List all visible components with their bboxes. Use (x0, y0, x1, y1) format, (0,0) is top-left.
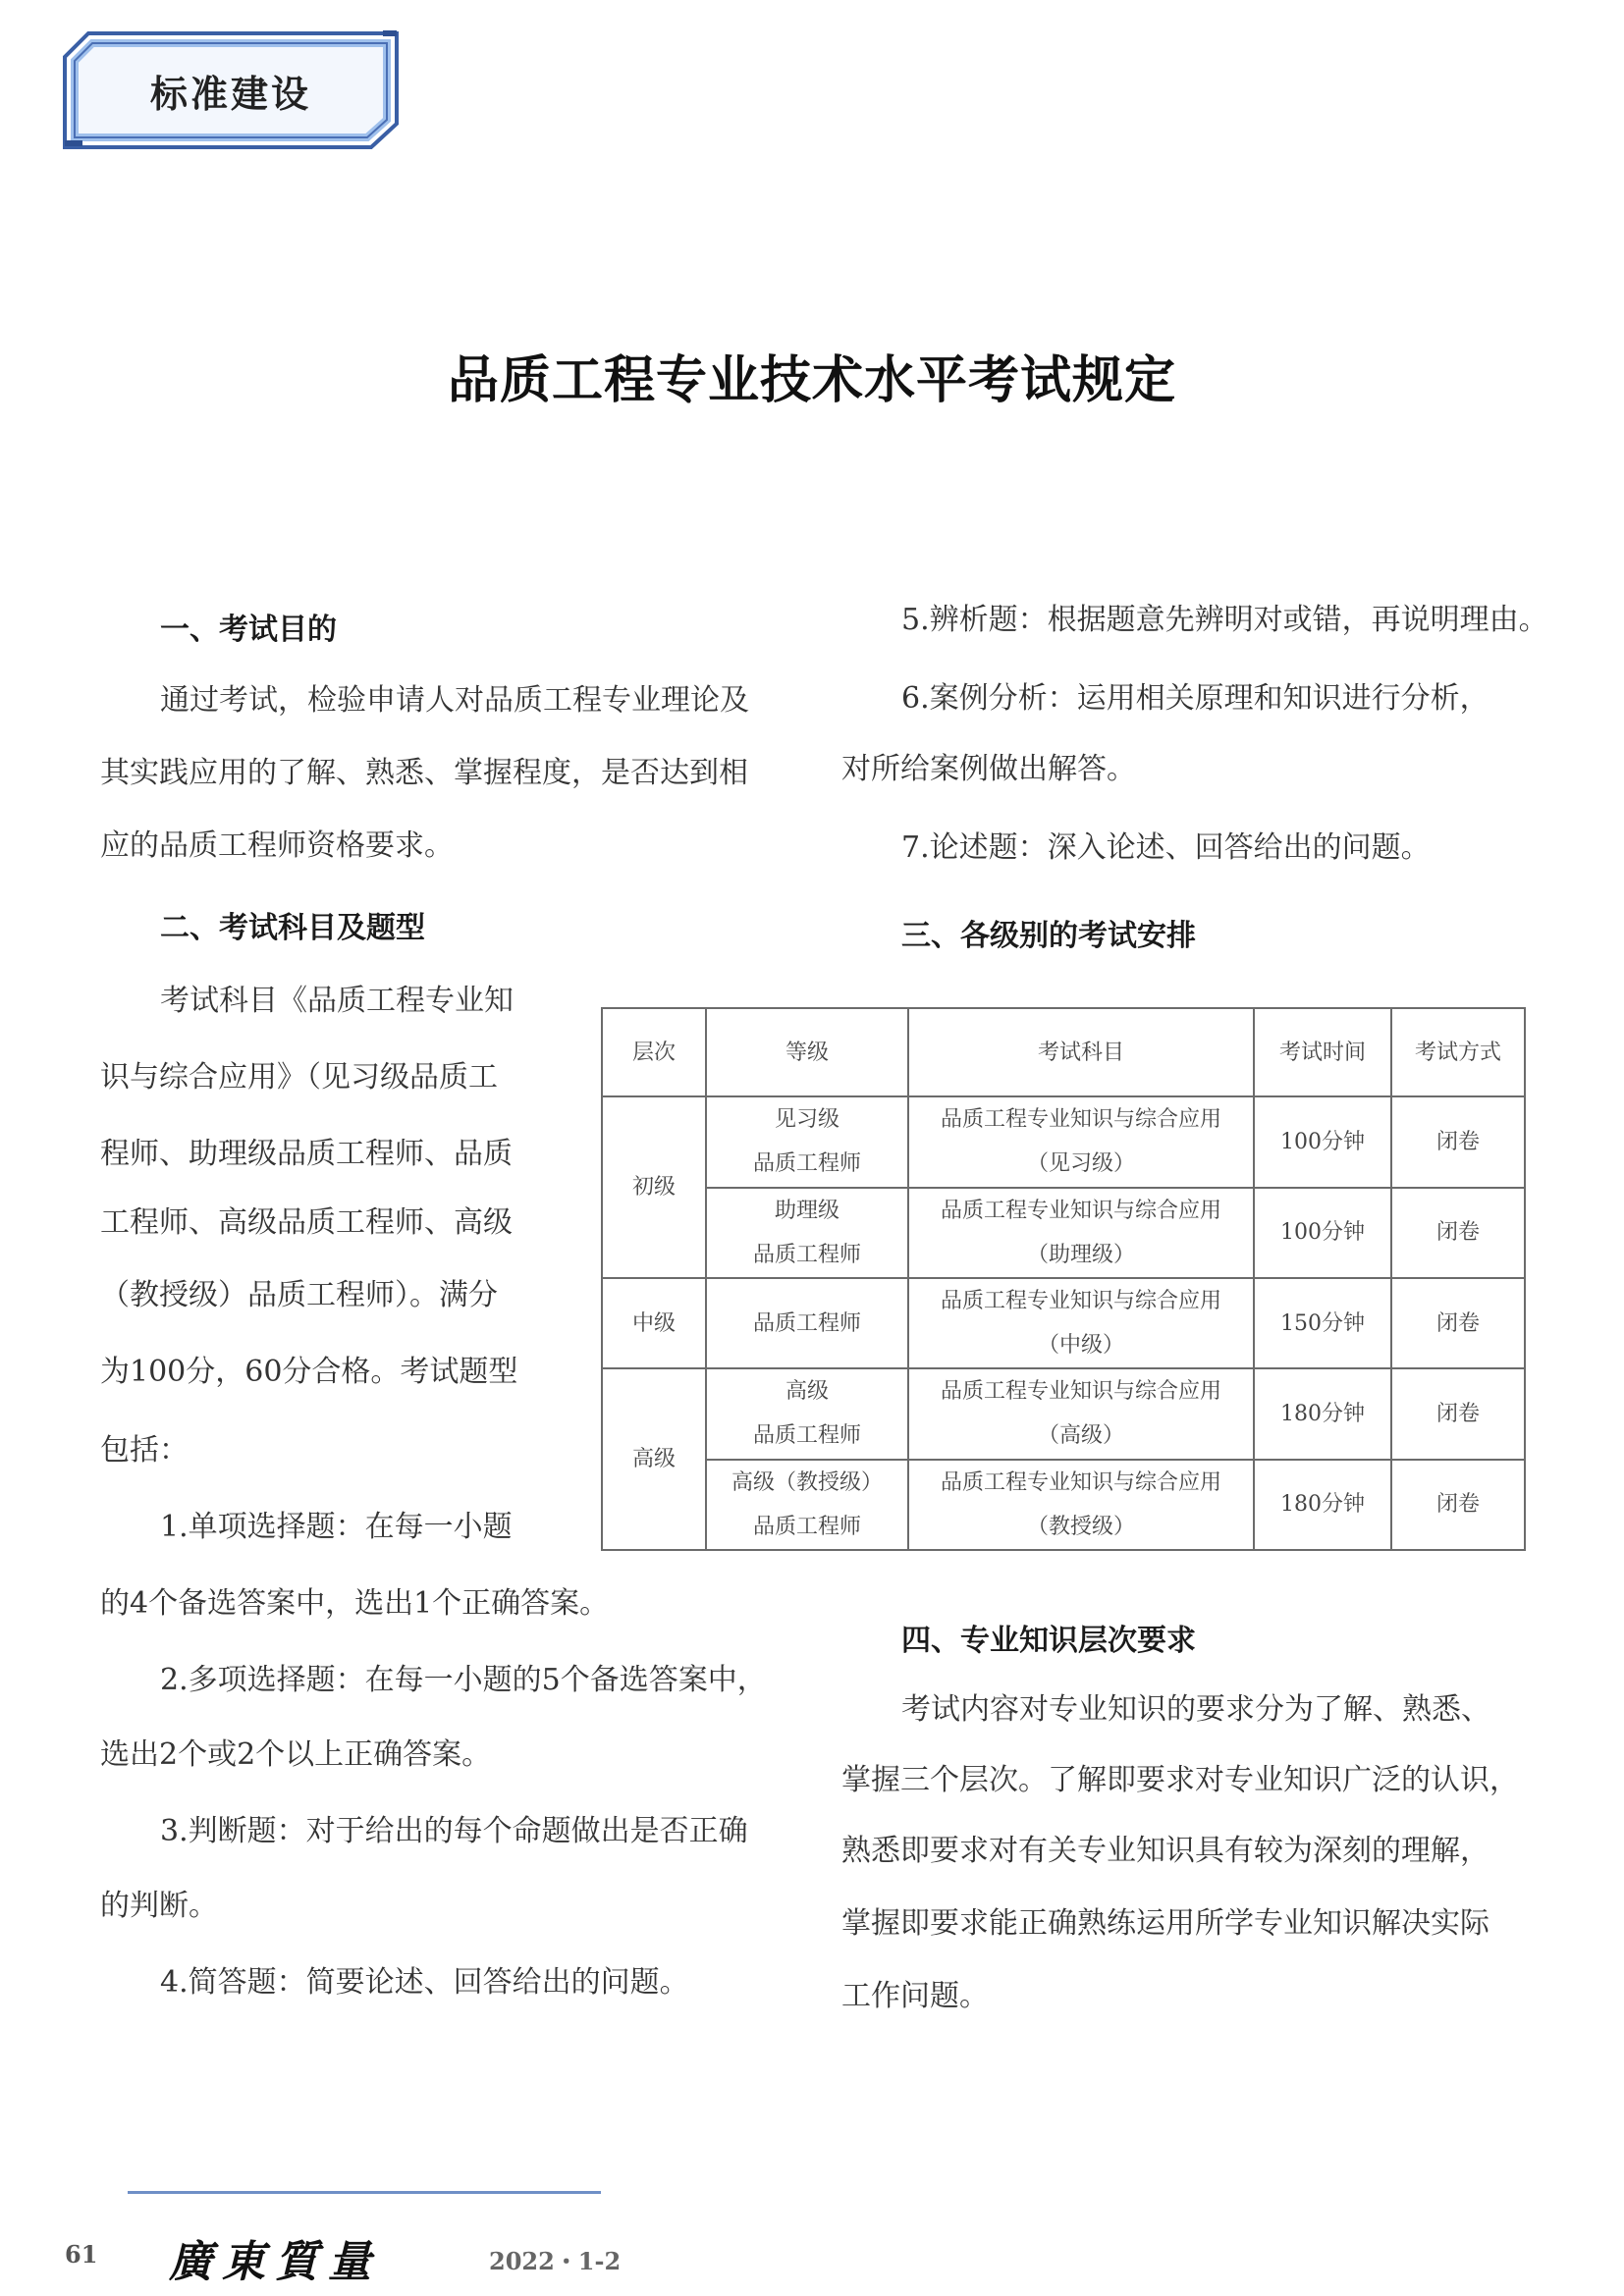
subject-line: 品质工程专业知识与综合应用 (940, 1289, 1221, 1314)
body-line: 应的品质工程师资格要求。 (100, 828, 454, 863)
time-cell: 100分钟 (1254, 1188, 1391, 1278)
level-cell: 中级 (602, 1278, 706, 1368)
body-line: 对所给案例做出解答。 (841, 752, 1136, 786)
section-heading-subjects: 二、考试科目及题型 (160, 911, 425, 945)
body-line: 3.判断题：对于给出的每个命题做出是否正确 (160, 1814, 748, 1848)
body-line: 6.案例分析：运用相关原理和知识进行分析， (901, 681, 1489, 716)
grade-line: 助理级 (774, 1198, 839, 1223)
level-cell: 高级 (602, 1368, 706, 1550)
grade-line: 高级 (785, 1379, 829, 1405)
section-heading-purpose: 一、考试目的 (160, 613, 337, 647)
body-line: 掌握即要求能正确熟练运用所学专业知识解决实际 (841, 1906, 1489, 1941)
grade-line: 高级（教授级） (731, 1469, 883, 1495)
body-line: 选出2个或2个以上正确答案。 (100, 1737, 492, 1772)
table-row (602, 1188, 1525, 1278)
column-header: 考试科目 (908, 1008, 1254, 1096)
body-line: 程师、助理级品质工程师、品质 (100, 1137, 513, 1171)
subject-line: （教授级） (1026, 1514, 1135, 1539)
subject-line: （高级） (1037, 1423, 1124, 1449)
body-line: 考试内容对专业知识的要求分为了解、熟悉、 (901, 1692, 1490, 1727)
body-line: （教授级）品质工程师）。满分 (100, 1278, 498, 1312)
subject-line: （见习级） (1026, 1151, 1135, 1177)
time-cell: 100分钟 (1254, 1096, 1391, 1187)
body-line: 工程师、高级品质工程师、高级 (100, 1205, 513, 1240)
body-line: 为100分，60分合格。考试题型 (100, 1355, 518, 1389)
time-cell: 180分钟 (1254, 1368, 1391, 1459)
body-line: 通过考试，检验申请人对品质工程专业理论及 (160, 683, 749, 718)
grade-cell (706, 1096, 908, 1187)
body-line: 熟悉即要求对有关专业知识具有较为深刻的理解， (841, 1834, 1489, 1868)
grade-line: 品质工程师 (752, 1242, 861, 1267)
subject-cell (908, 1368, 1254, 1459)
footer-rule (128, 2191, 601, 2194)
mode-cell: 闭卷 (1391, 1460, 1525, 1550)
subject-line: （中级） (1037, 1333, 1124, 1359)
subject-line: 品质工程专业知识与综合应用 (940, 1379, 1221, 1405)
level-cell: 初级 (602, 1096, 706, 1278)
section-badge-label: 标准建设 (149, 72, 311, 116)
subject-cell (908, 1460, 1254, 1550)
body-line: 工作问题。 (841, 1979, 989, 2013)
subject-cell (908, 1188, 1254, 1278)
magazine-logo: 廣東質量 (169, 2237, 381, 2287)
time-cell: 180分钟 (1254, 1460, 1391, 1550)
grade-cell: 品质工程师 (706, 1278, 908, 1368)
mode-cell: 闭卷 (1391, 1096, 1525, 1187)
body-line: 的判断。 (100, 1889, 218, 1923)
column-header: 等级 (706, 1008, 908, 1096)
section-heading-schedule: 三、各级别的考试安排 (901, 919, 1196, 953)
grade-line: 品质工程师 (752, 1151, 861, 1177)
body-line: 5.辨析题：根据题意先辨明对或错，再说明理由。 (901, 603, 1548, 637)
time-cell: 150分钟 (1254, 1278, 1391, 1368)
grade-line: 见习级 (774, 1107, 839, 1133)
body-line: 的4个备选答案中，选出1个正确答案。 (100, 1586, 610, 1621)
exam-schedule-table (601, 1007, 1526, 1551)
grade-cell (706, 1368, 908, 1459)
column-header: 考试时间 (1254, 1008, 1391, 1096)
table-header-row (602, 1008, 1525, 1096)
section-heading-knowledge-levels: 四、专业知识层次要求 (901, 1624, 1196, 1658)
page-title: 品质工程专业技术水平考试规定 (447, 351, 1176, 410)
column-header: 层次 (602, 1008, 706, 1096)
table-row (602, 1368, 1525, 1459)
grade-cell (706, 1188, 908, 1278)
body-line: 2.多项选择题：在每一小题的5个备选答案中， (160, 1663, 767, 1697)
subject-line: （助理级） (1026, 1242, 1135, 1267)
mode-cell: 闭卷 (1391, 1188, 1525, 1278)
subject-cell (908, 1096, 1254, 1187)
column-header: 考试方式 (1391, 1008, 1525, 1096)
body-line: 4.简答题：简要论述、回答给出的问题。 (160, 1965, 689, 2000)
body-line: 1.单项选择题：在每一小题 (160, 1510, 513, 1544)
page-number: 61 (65, 2240, 98, 2269)
subject-line: 品质工程专业知识与综合应用 (940, 1107, 1221, 1133)
body-line: 其实践应用的了解、熟悉、掌握程度，是否达到相 (100, 756, 748, 790)
subject-cell (908, 1278, 1254, 1368)
table-row (602, 1278, 1525, 1368)
subject-line: 品质工程专业知识与综合应用 (940, 1198, 1221, 1223)
body-line: 7.论述题：深入论述、回答给出的问题。 (901, 830, 1431, 865)
subject-line: 品质工程专业知识与综合应用 (940, 1469, 1221, 1495)
mode-cell: 闭卷 (1391, 1368, 1525, 1459)
issue-number: 2022・1-2 (489, 2247, 622, 2275)
body-line: 识与综合应用》（见习级品质工 (100, 1060, 498, 1095)
grade-line: 品质工程师 (752, 1514, 861, 1539)
section-badge (59, 27, 403, 153)
grade-cell (706, 1460, 908, 1550)
grade-line: 品质工程师 (752, 1423, 861, 1449)
body-line: 掌握三个层次。了解即要求对专业知识广泛的认识， (841, 1763, 1519, 1797)
mode-cell: 闭卷 (1391, 1278, 1525, 1368)
body-line: 包括： (100, 1433, 189, 1468)
body-line: 考试科目《品质工程专业知 (160, 984, 514, 1018)
table-row (602, 1096, 1525, 1187)
table-row (602, 1460, 1525, 1550)
